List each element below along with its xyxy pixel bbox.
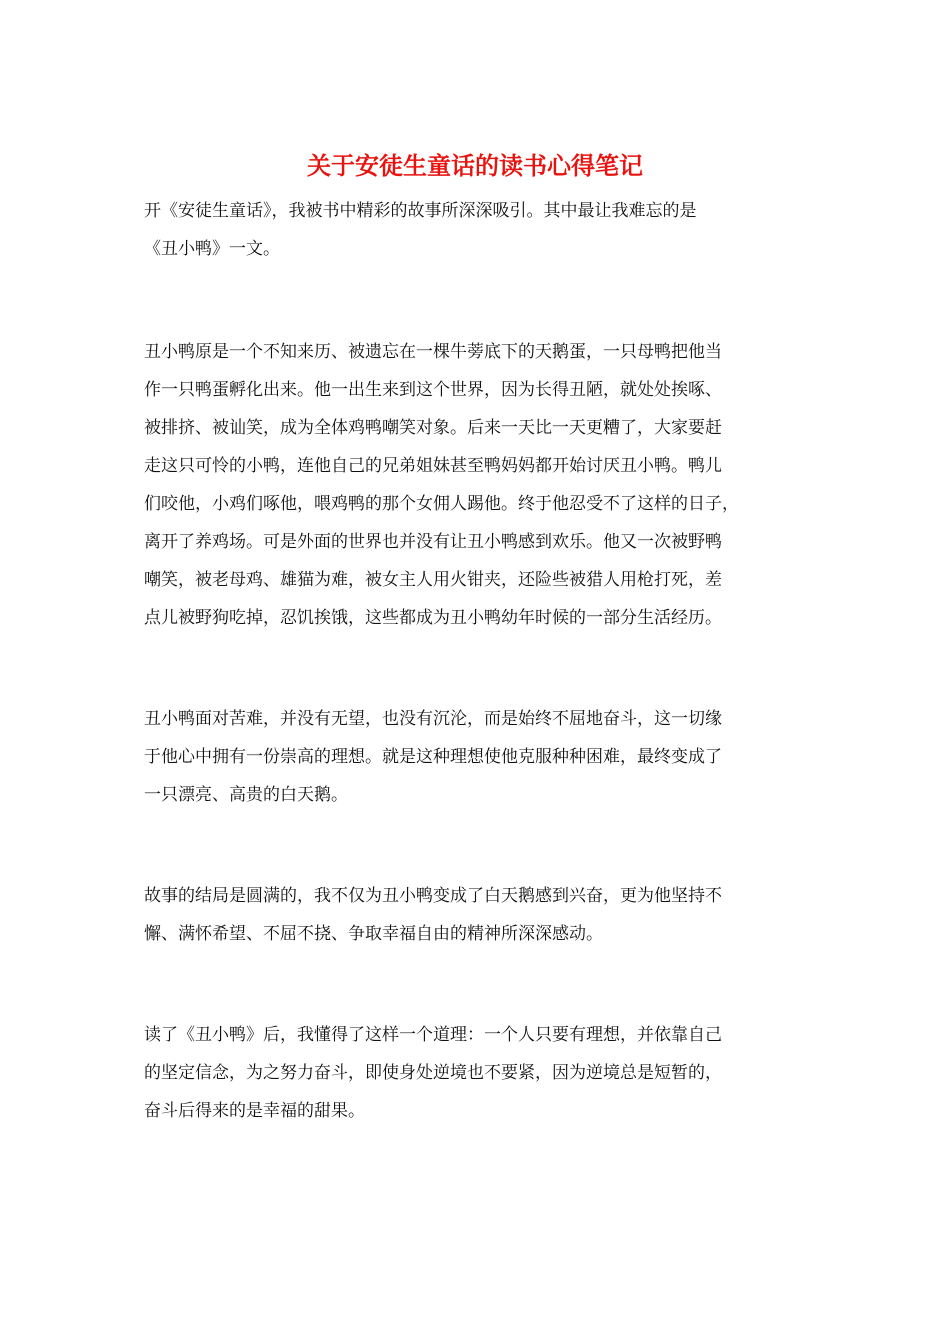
paragraph-3-line-1: 丑小鸭面对苦难，并没有无望，也没有沉沦，而是始终不屈地奋斗，这一切缘 bbox=[144, 709, 722, 729]
paragraph-4-line-2: 懈、满怀希望、不屈不挠、争取幸福自由的精神所深深感动。 bbox=[144, 924, 603, 944]
paragraph-2-line-8: 点儿被野狗吃掉，忍饥挨饿，这些都成为丑小鸭幼年时候的一部分生活经历。 bbox=[144, 608, 722, 628]
paragraph-5-line-2: 的坚定信念，为之努力奋斗，即使身处逆境也不要紧，因为逆境总是短暂的， bbox=[144, 1063, 722, 1083]
paragraph-3-line-2: 于他心中拥有一份崇高的理想。就是这种理想使他克服种种困难，最终变成了 bbox=[144, 747, 722, 767]
document-title: 关于安徒生童话的读书心得笔记 bbox=[307, 152, 643, 180]
paragraph-5-line-3: 奋斗后得来的是幸福的甜果。 bbox=[144, 1101, 365, 1121]
paragraph-1-line-1: 开《安徒生童话》，我被书中精彩的故事所深深吸引。其中最让我难忘的是 bbox=[144, 201, 697, 221]
paragraph-2-line-6: 离开了养鸡场。可是外面的世界也并没有让丑小鸭感到欢乐。他又一次被野鸭 bbox=[144, 532, 722, 552]
paragraph-5-line-1: 读了《丑小鸭》后，我懂得了这样一个道理：一个人只要有理想，并依靠自己 bbox=[144, 1025, 722, 1045]
paragraph-2-line-3: 被排挤、被讪笑，成为全体鸡鸭嘲笑对象。后来一天比一天更糟了，大家要赶 bbox=[144, 418, 722, 438]
paragraph-2-line-4: 走这只可怜的小鸭，连他自己的兄弟姐妹甚至鸭妈妈都开始讨厌丑小鸭。鸭儿 bbox=[144, 456, 722, 476]
paragraph-4-line-1: 故事的结局是圆满的，我不仅为丑小鸭变成了白天鹅感到兴奋，更为他坚持不 bbox=[144, 886, 722, 906]
paragraph-2-line-5: 们咬他，小鸡们啄他，喂鸡鸭的那个女佣人踢他。终于他忍受不了这样的日子， bbox=[144, 494, 739, 514]
paragraph-2-line-1: 丑小鸭原是一个不知来历、被遗忘在一棵牛蒡底下的天鹅蛋，一只母鸭把他当 bbox=[144, 342, 722, 362]
paragraph-2-line-2: 作一只鸭蛋孵化出来。他一出生来到这个世界，因为长得丑陋，就处处挨啄、 bbox=[144, 380, 722, 400]
paragraph-2-line-7: 嘲笑，被老母鸡、雄猫为难，被女主人用火钳夹，还险些被猎人用枪打死，差 bbox=[144, 570, 722, 590]
paragraph-3-line-3: 一只漂亮、高贵的白天鹅。 bbox=[144, 785, 348, 805]
paragraph-1-line-2: 《丑小鸭》一文。 bbox=[144, 239, 280, 259]
